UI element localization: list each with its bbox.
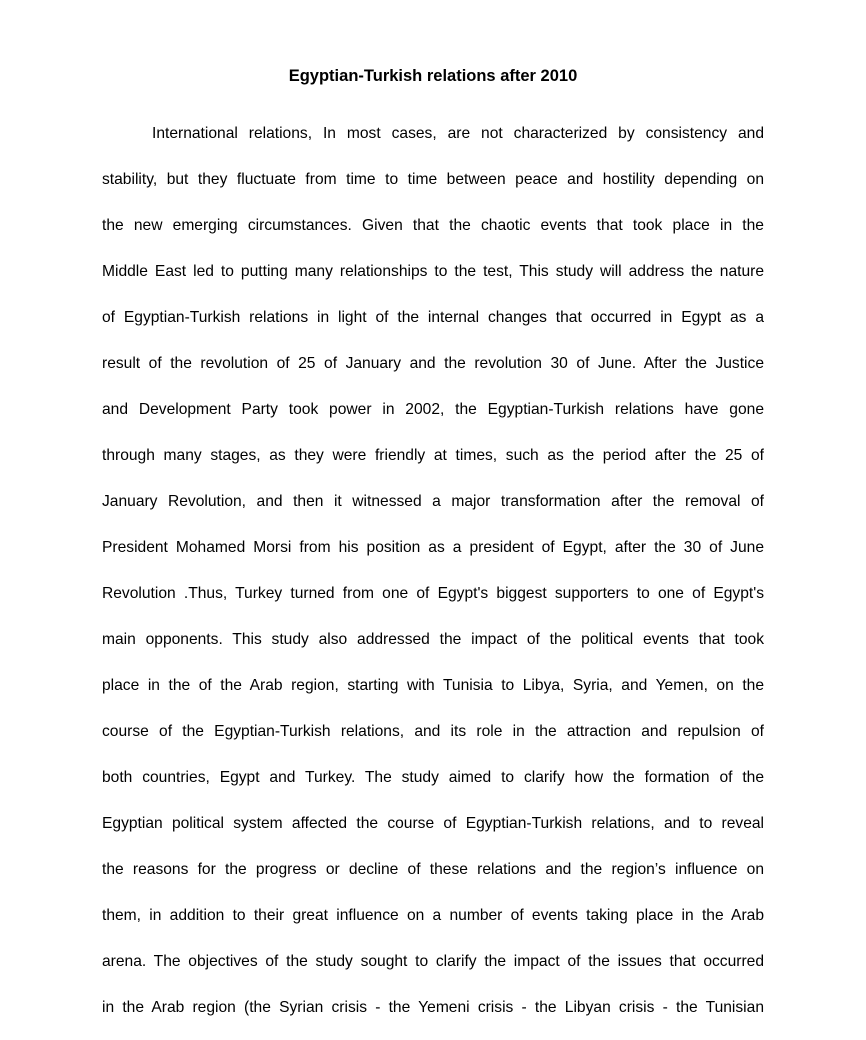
text-line: the reasons for the progress or decline of these relations and the region’s influence on bbox=[102, 861, 764, 878]
text-line: Egyptian political system affected the course of Egyptian-Turkish relations, and to reveal bbox=[102, 815, 764, 832]
text-line: course of the Egyptian-Turkish relations, and its role in the attraction and repulsion of bbox=[102, 723, 764, 740]
text-line: place in the of the Arab region, starting with Tunisia to Libya, Syria, and Yemen, on the bbox=[102, 677, 764, 694]
document-title: Egyptian-Turkish relations after 2010 bbox=[288, 67, 578, 85]
text-line: January Revolution, and then it witnessed a major transformation after the removal of bbox=[102, 493, 764, 510]
text-line: and Development Party took power in 2002, the Egyptian-Turkish relations have gone bbox=[102, 401, 764, 418]
text-line: Revolution .Thus, Turkey turned from one of Egypt's biggest supporters to one of Egypt's bbox=[102, 585, 764, 602]
text-line: International relations, In most cases, are not characterized by consistency and bbox=[152, 125, 764, 142]
text-line: through many stages, as they were friendly at times, such as the period after the 25 of bbox=[102, 447, 764, 464]
text-line: Middle East led to putting many relationships to the test, This study will address the nature bbox=[102, 263, 764, 280]
body-paragraph bbox=[102, 120, 764, 1040]
text-line: stability, but they fluctuate from time to time between peace and hostility depending on bbox=[102, 171, 764, 188]
text-line: them, in addition to their great influence on a number of events taking place in the Arab bbox=[102, 907, 764, 924]
text-line: arena. The objectives of the study sought to clarify the impact of the issues that occurred bbox=[102, 953, 764, 970]
text-line: President Mohamed Morsi from his position as a president of Egypt, after the 30 of June bbox=[102, 539, 764, 556]
text-line: result of the revolution of 25 of January and the revolution 30 of June. After the Justice bbox=[102, 355, 764, 372]
text-line: of Egyptian-Turkish relations in light of the internal changes that occurred in Egypt as a bbox=[102, 309, 764, 326]
text-line: main opponents. This study also addressed the impact of the political events that took bbox=[102, 631, 764, 648]
text-line: both countries, Egypt and Turkey. The study aimed to clarify how the formation of the bbox=[102, 769, 764, 786]
text-line: the new emerging circumstances. Given that the chaotic events that took place in the bbox=[102, 217, 764, 234]
text-line: in the Arab region (the Syrian crisis - the Yemeni crisis - the Libyan crisis - the Tunisian bbox=[102, 999, 764, 1016]
